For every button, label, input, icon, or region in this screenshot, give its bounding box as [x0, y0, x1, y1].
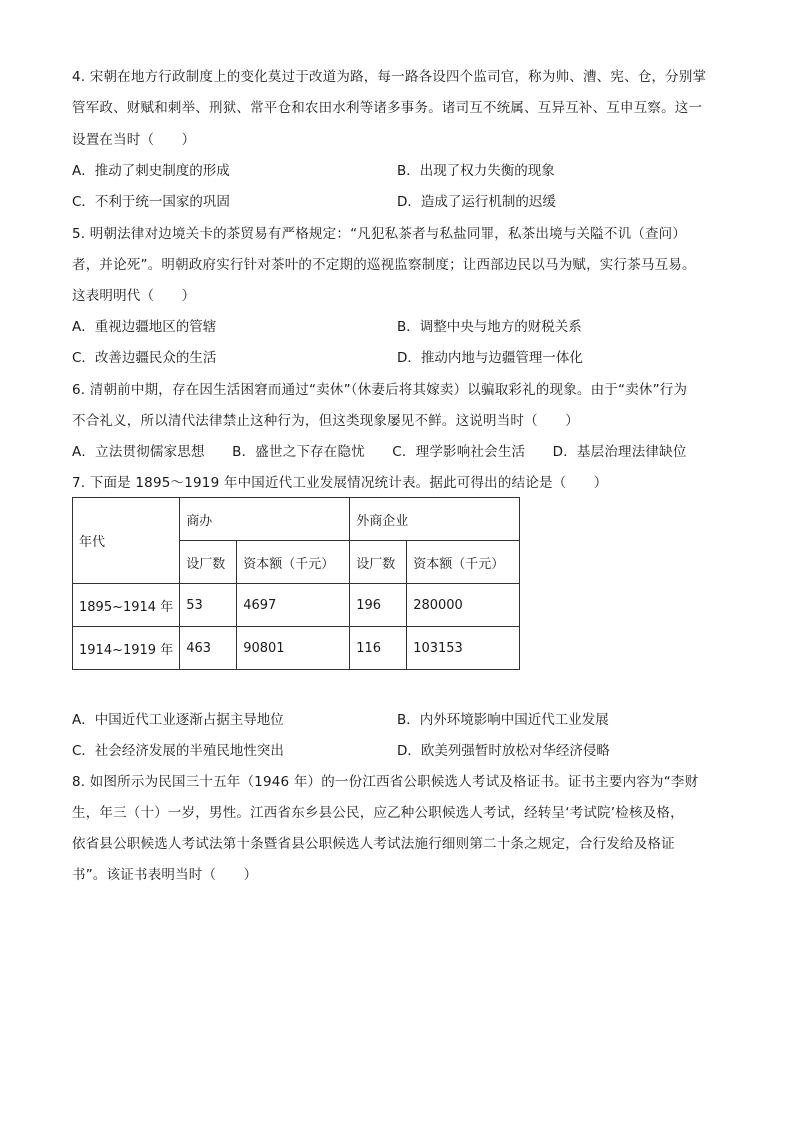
q7-stem: 7. 下面是 1895～1919 年中国近代工业发展情况统计表。据此可得出的结论是（ ） [72, 475, 608, 491]
q7-option-d[interactable]: D．欧美列强暂时放松对华经济侵略 [397, 743, 610, 759]
foreign-group-header: 外商企业 [350, 498, 520, 541]
q7-option-c[interactable]: C．社会经济发展的半殖民地性突出 [72, 743, 284, 759]
table-header-row [73, 498, 520, 541]
q4-option-d[interactable]: D．造成了运行机制的迟缓 [397, 194, 556, 210]
foreign-capital-cell: 280000 [407, 584, 520, 627]
era-cell: 1895~1914 年 [73, 584, 180, 627]
q5-option-c[interactable]: C．改善边疆民众的生活 [72, 350, 217, 366]
q4-stem-line-3: 设置在当时（ ） [72, 132, 196, 148]
q4-stem-line-2: 管军政、财赋和刺举、刑狱、常平仓和农田水利等诸多事务。诸司互不统属、互异互补、互申互察。这一 [72, 100, 703, 116]
q8-stem-line-3: 依省县公职候选人考试法第十条暨省县公职候选人考试法施行细则第二十条之规定，合行发给及格证 [72, 836, 675, 852]
q4-option-a[interactable]: A．推动了刺史制度的形成 [72, 163, 230, 179]
q5-option-a[interactable]: A．重视边疆地区的管辖 [72, 319, 217, 335]
domestic-factories-cell: 53 [180, 584, 237, 627]
domestic-group-header: 商办 [180, 498, 350, 541]
q5-option-d[interactable]: D．推动内地与边疆管理一体化 [397, 350, 583, 366]
era-cell: 1914~1919 年 [73, 627, 180, 670]
q4-option-c[interactable]: C．不利于统一国家的巩固 [72, 194, 230, 210]
q8-stem-line-1: 8. 如图所示为民国三十五年（1946 年）的一份江西省公职候选人考试及格证书。证书主要内容为“李财 [72, 774, 699, 790]
foreign-capital-cell: 103153 [407, 627, 520, 670]
table-row [73, 627, 520, 670]
q8-stem-line-4: 书”。该证书表明当时（ ） [72, 867, 258, 883]
q8-stem-line-2: 生，年三（十）一岁，男性。江西省东乡县公民，应乙种公职候选人考试，经转呈‘考试院’检核及格， [72, 805, 684, 821]
q5-stem-line-3: 这表明明代（ ） [72, 288, 196, 304]
domestic-capital-cell: 90801 [237, 627, 350, 670]
domestic-factories-header: 设厂数 [180, 541, 237, 584]
foreign-capital-header: 资本额（千元） [407, 541, 520, 584]
foreign-factories-header: 设厂数 [350, 541, 407, 584]
q5-stem-line-1: 5. 明朝法律对边境关卡的茶贸易有严格规定：“凡犯私茶者与私盐同罪，私茶出境与关隘不讥（查问） [72, 226, 687, 242]
domestic-capital-header: 资本额（千元） [237, 541, 350, 584]
q6-stem-line-2: 不合礼义，所以清代法律禁止这种行为，但这类现象屡见不鲜。这说明当时（ ） [72, 413, 579, 429]
table-row [73, 584, 520, 627]
industry-stats-table [72, 497, 520, 670]
q6-options-line[interactable]: A．立法贯彻儒家思想 B．盛世之下存在隐忧 C．理学影响社会生活 D．基层治理法律缺位 [72, 444, 687, 460]
q4-option-b[interactable]: B．出现了权力失衡的现象 [397, 163, 555, 179]
q5-option-b[interactable]: B．调整中央与地方的财税关系 [397, 319, 582, 335]
q7-option-a[interactable]: A．中国近代工业逐渐占据主导地位 [72, 712, 284, 728]
q7-option-b[interactable]: B．内外环境影响中国近代工业发展 [397, 712, 609, 728]
domestic-factories-cell: 463 [180, 627, 237, 670]
foreign-factories-cell: 116 [350, 627, 407, 670]
q4-stem-line-1: 4. 宋朝在地方行政制度上的变化莫过于改道为路，每一路各设四个监司官，称为帅、漕、宪、仓，分别掌 [72, 69, 707, 85]
domestic-capital-cell: 4697 [237, 584, 350, 627]
q5-stem-line-2: 者，并论死”。明朝政府实行针对茶叶的不定期的巡视监察制度；让西部边民以马为赋，实行茶马互易。 [72, 257, 696, 273]
q6-stem-line-1: 6. 清朝前中期，存在因生活困窘而通过“卖休”（休妻后将其嫁卖）以骗取彩礼的现象。由于“卖休”行为 [72, 382, 688, 398]
foreign-factories-cell: 196 [350, 584, 407, 627]
era-header-cell: 年代 [73, 498, 180, 584]
